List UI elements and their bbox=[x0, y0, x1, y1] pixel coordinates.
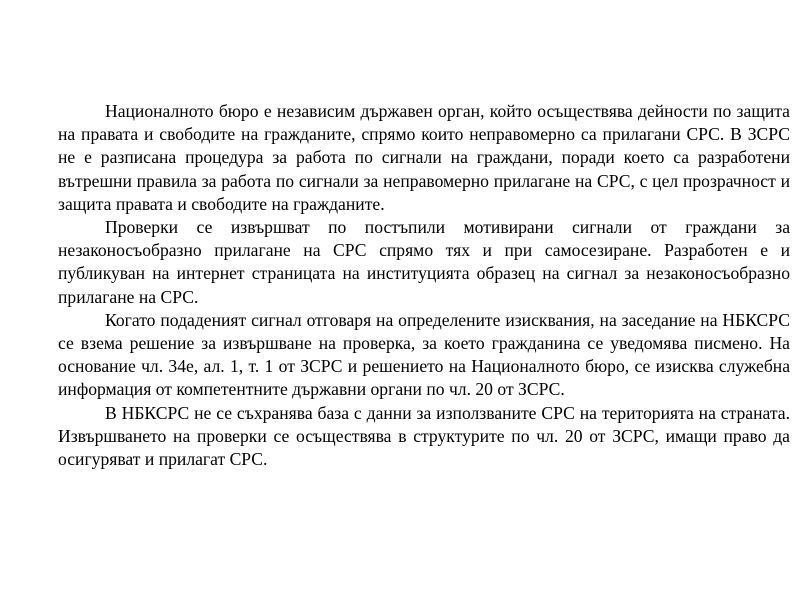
paragraph-3: Когато подаденият сигнал отговаря на определените изисквания, на заседание на НБКСРС се взема решение за извършване на проверка, за което гражданина се уведомява писмено. На основание чл. 34е, ал. 1, т. 1 от ЗСРС и решението на Националното бюро, се изисква служебна информация от компетентните държавни органи по чл. 20 от ЗСРС. bbox=[58, 309, 790, 400]
paragraph-4: В НБКСРС не се съхранява база с данни за използваните СРС на територията на страната. Извършването на проверки се осъществява в структурите по чл. 20 от ЗСРС, имащи право да осигуряват и прилагат СРС. bbox=[58, 402, 790, 470]
document-body bbox=[58, 100, 790, 471]
paragraph-2: Проверки се извършват по постъпили мотивирани сигнали от граждани за незаконосъобразно прилагане на СРС спрямо тях и при самосезиране. Разработен е и публикуван на интернет страницата на институцията образец на сигнал за незаконосъобразно прилагане на СРС. bbox=[58, 217, 790, 307]
paragraph-1: Националното бюро е независим държавен орган, който осъществява дейности по защита на правата и свободите на гражданите, спрямо които неправомерно са прилагани СРС. В ЗСРС не е разписана процедура за работа по сигнали на граждани, поради което са разработени вътрешни правила за работа по сигнали за неправомерно прилагане на СРС, с цел прозрачност и защита правата и свободите на гражданите. bbox=[58, 101, 790, 214]
